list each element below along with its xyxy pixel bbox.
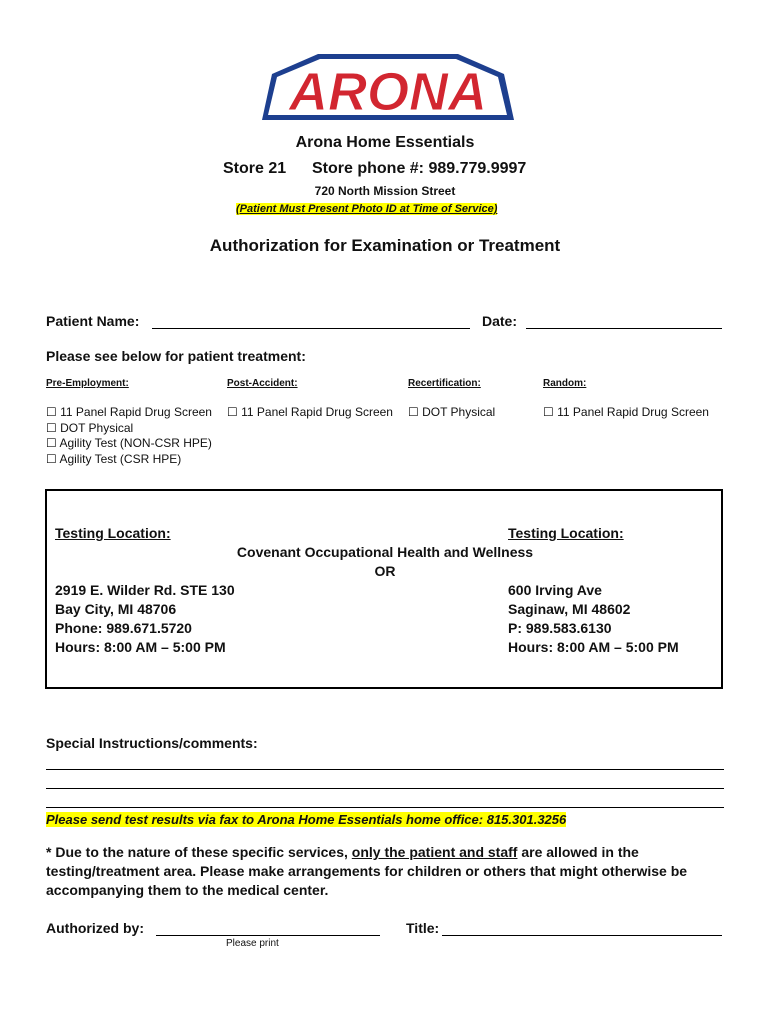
patient-name-label: Patient Name: <box>46 313 140 329</box>
disclaimer: * Due to the nature of these specific services, only the patient and staff are allowed in the testing/treatment area. Please make arrangements for children or others that might otherwise be accompanying them to the medical center. <box>46 844 688 898</box>
left-location-heading: Testing Location: <box>55 525 171 541</box>
checkbox-pre-drug-screen[interactable]: ☐ 11 Panel Rapid Drug Screen <box>46 405 212 419</box>
post-accident-header: Post-Accident: <box>227 378 298 389</box>
store-address: 720 North Mission Street <box>314 184 456 198</box>
date-label: Date: <box>482 313 518 329</box>
treatment-intro: Please see below for patient treatment: <box>46 348 306 364</box>
title-label: Title: <box>406 920 440 936</box>
or-label: OR <box>374 563 396 579</box>
right-address-1: 600 Irving Ave <box>508 582 602 598</box>
recertification-header: Recertification: <box>408 378 481 389</box>
left-hours: Hours: 8:00 AM – 5:00 PM <box>55 639 226 655</box>
id-notice: (Patient Must Present Photo ID at Time of Service) <box>236 203 498 215</box>
right-address-2: Saginaw, MI 48602 <box>508 601 631 617</box>
checkbox-recert-dot-physical[interactable]: ☐ DOT Physical <box>408 405 496 419</box>
special-instructions-label: Special Instructions/comments: <box>46 735 258 751</box>
patient-name-field[interactable] <box>152 328 470 329</box>
authorized-by-label: Authorized by: <box>46 920 144 936</box>
checkbox-pre-agility-csr[interactable]: ☐ Agility Test (CSR HPE) <box>46 452 182 466</box>
checkbox-pre-dot-physical[interactable]: ☐ DOT Physical <box>46 421 134 435</box>
arona-logo <box>248 44 524 130</box>
left-address-2: Bay City, MI 48706 <box>55 601 177 617</box>
store-number: Store 21 <box>223 160 287 177</box>
page-title: Authorization for Examination or Treatment <box>209 236 561 255</box>
comments-line-1[interactable] <box>46 769 724 770</box>
title-field[interactable] <box>442 935 722 936</box>
right-hours: Hours: 8:00 AM – 5:00 PM <box>508 639 679 655</box>
date-field[interactable] <box>526 328 722 329</box>
right-location-heading: Testing Location: <box>508 525 624 541</box>
random-header: Random: <box>543 378 587 389</box>
checkbox-pre-agility-non-csr[interactable]: ☐ Agility Test (NON-CSR HPE) <box>46 436 212 450</box>
comments-line-2[interactable] <box>46 788 724 789</box>
store-phone: Store phone #: 989.779.9997 <box>312 160 527 177</box>
please-print-hint: Please print <box>226 938 279 949</box>
logo-text: ARONA <box>289 62 487 122</box>
checkbox-random-drug-screen[interactable]: ☐ 11 Panel Rapid Drug Screen <box>543 405 709 419</box>
checkbox-post-drug-screen[interactable]: ☐ 11 Panel Rapid Drug Screen <box>227 405 393 419</box>
pre-employment-header: Pre-Employment: <box>46 378 129 389</box>
left-phone: Phone: 989.671.5720 <box>55 620 192 636</box>
provider-name: Covenant Occupational Health and Wellness <box>236 544 534 560</box>
fax-notice: Please send test results via fax to Arona Home Essentials home office: 815.301.3256 <box>46 812 567 827</box>
left-address-1: 2919 E. Wilder Rd. STE 130 <box>55 582 235 598</box>
right-phone: P: 989.583.6130 <box>508 620 612 636</box>
authorized-by-field[interactable] <box>156 935 380 936</box>
comments-line-3[interactable] <box>46 807 724 808</box>
company-name: Arona Home Essentials <box>295 134 475 151</box>
